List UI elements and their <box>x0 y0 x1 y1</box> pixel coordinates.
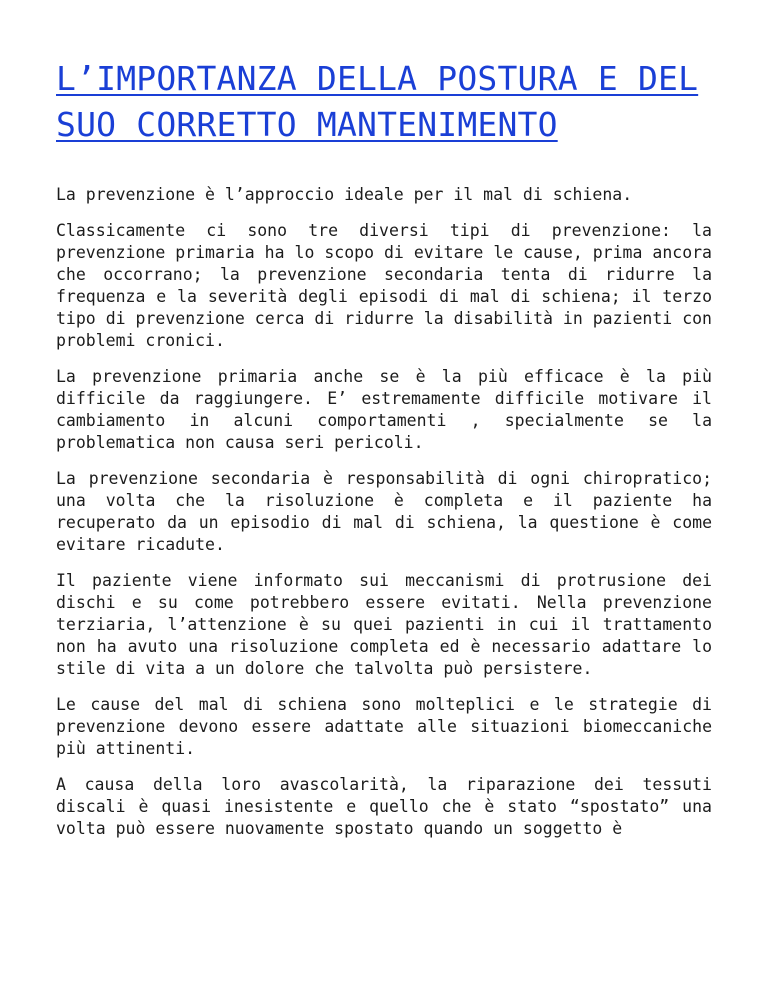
paragraph: La prevenzione secondaria è responsabilità di ogni chiropratico; una volta che la risoluzione è completa e il paziente ha recuperato da un episodio di mal di schiena, la questione è come evitare ricadute. <box>56 469 712 554</box>
article-title-link[interactable]: L’IMPORTANZA DELLA POSTURA E DEL SUO CORRETTO MANTENIMENTO <box>56 59 699 144</box>
paragraph: A causa della loro avascolarità, la riparazione dei tessuti discali è quasi inesistente e quello che è stato “spostato” una volta può essere nuovamente spostato quando un soggetto è <box>56 775 712 838</box>
paragraph: Le cause del mal di schiena sono molteplici e le strategie di prevenzione devono essere adattate alle situazioni biomeccaniche più attinenti. <box>56 695 712 758</box>
article-body <box>56 184 712 840</box>
paragraph: Classicamente ci sono tre diversi tipi di prevenzione: la prevenzione primaria ha lo scopo di evitare le cause, prima ancora che occorrano; la prevenzione secondaria tenta di ridurre la frequenza e la severità degli episodi di mal di schiena; il terzo tipo di prevenzione cerca di ridurre la disabilità in pazienti con problemi cronici. <box>56 221 712 350</box>
paragraph: La prevenzione è l’approccio ideale per il mal di schiena. <box>56 185 633 204</box>
article-title <box>56 56 712 148</box>
paragraph: La prevenzione primaria anche se è la più efficace è la più difficile da raggiungere. E’ estremamente difficile motivare il cambiamento in alcuni comportamenti , specialmente se la problematica non causa seri pericoli. <box>56 367 712 452</box>
paragraph: Il paziente viene informato sui meccanismi di protrusione dei dischi e su come potrebbero essere evitati. Nella prevenzione terziaria, l’attenzione è su quei pazienti in cui il trattamento non ha avuto una risoluzione completa ed è necessario adattare lo stile di vita a un dolore che talvolta può persistere. <box>56 571 712 678</box>
